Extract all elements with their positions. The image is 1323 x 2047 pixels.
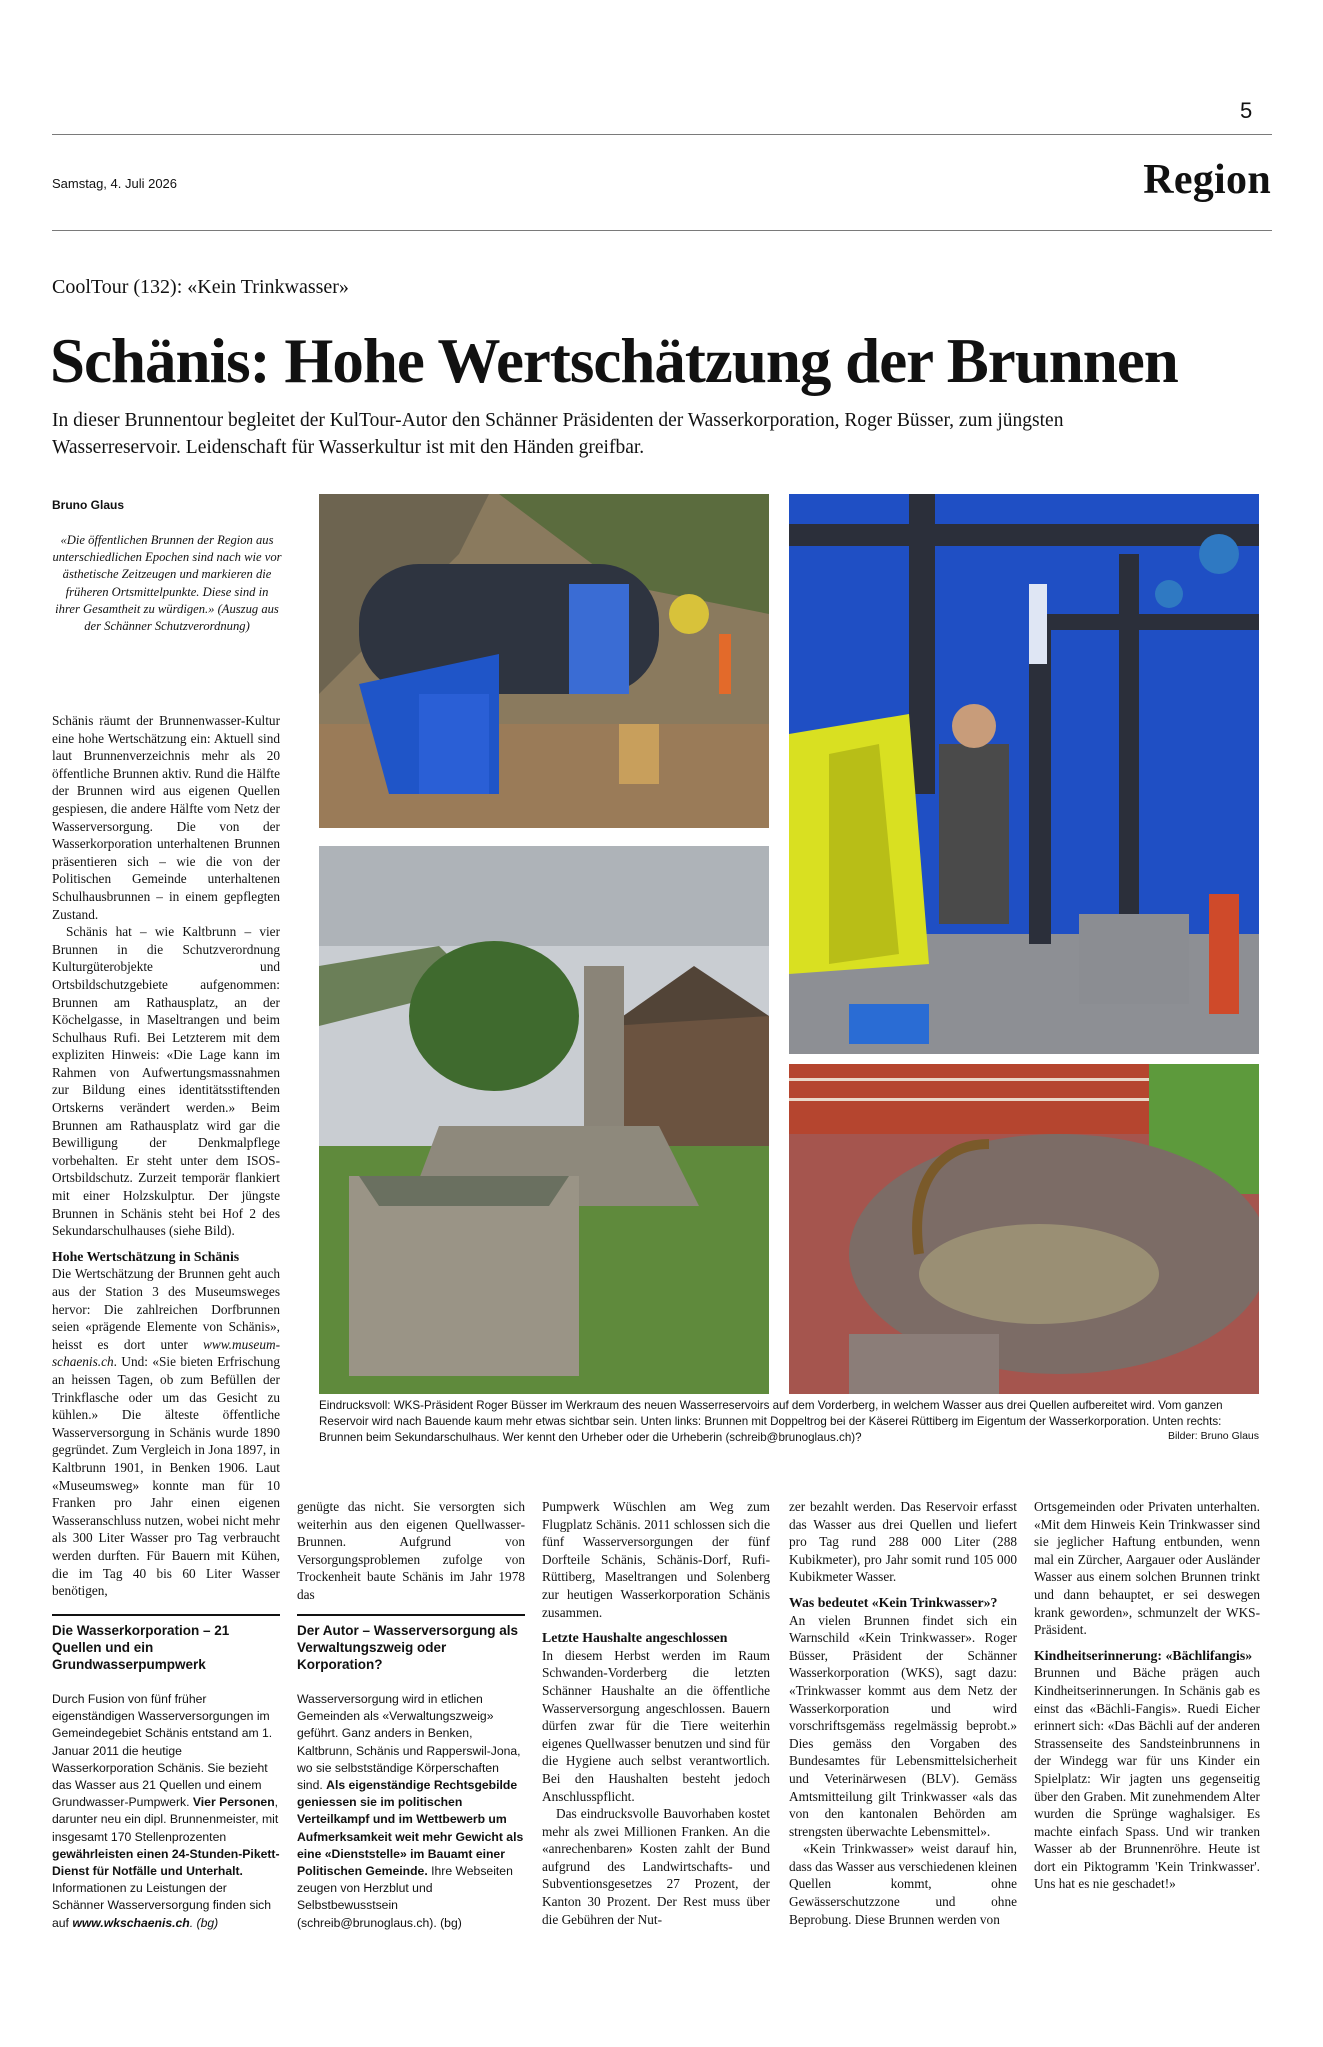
photo-fountain-ruettiberg — [319, 846, 769, 1394]
pull-quote: «Die öffentlichen Brunnen der Region aus unterschiedlichen Epochen sind nach wie vor ästhetische Zeitzeugen und markieren die früheren Ortsmittelpunkte. Diese sind in ihrer Gesamtheit zu würdigen.» (Auszug aus der Schänner Schutzverordnung) — [52, 533, 282, 634]
text-column-1 — [52, 712, 280, 1600]
article-lead: In dieser Brunnentour begleitet der KulTour-Autor den Schänner Präsidenten der Wasserkorporation, Roger Büsser, zum jüngsten Wasserreservoir. Leidenschaft für Wasserkultur ist mit den Händen greifbar. — [52, 410, 1064, 458]
paragraph-text: Die Wertschätzung der Brunnen geht auch aus der Station 3 des Museumsweges hervor: Die zahlreichen Dorfbrunnen seien «prägende Elemente von Schänis», heisst es dort unter — [52, 1266, 280, 1352]
info-box-autor — [297, 1614, 525, 1932]
box-text: . (bg) — [189, 1915, 219, 1930]
box-bold-text: Als eigenständige Rechtsgebilde geniessen sie im politischen Verteilkampf und im Wettbewerb um Aufmerksamkeit weit mehr Gewicht als eine «Dienststelle» im Bauamt einer Politischen Gemeinde. — [297, 1778, 524, 1879]
header-rule-bottom — [52, 230, 1272, 231]
photo-fountain-school — [789, 1064, 1259, 1394]
paragraph: Schänis räumt der Brunnenwasser-Kultur eine hohe Wertschätzung ein: Aktuell sind laut Brunnenverzeichnis mehr als 20 öffentliche Brunnen aktiv. Rund die Hälfte der Brunnen wird aus eigenen Quellen gespiesen, die andere Hälfte vom Netz der Wasserversorgung. Die von der Wasserkorporation unterhaltenen Brunnen präsentieren sich – wie die von der Politischen Gemeinde unterhaltenen Schulhausbrunnen – in einem gepflegten Zustand. — [52, 713, 280, 922]
subheading: Letzte Haushalte angeschlossen — [542, 1630, 728, 1646]
article-kicker: CoolTour (132): «Kein Trinkwasser» — [52, 276, 349, 298]
paragraph: An vielen Brunnen findet sich ein Warnschild «Kein Trinkwasser». Roger Büsser, Präsident der Schänner Wasserkorporation (WKS), sagt dazu: «Trinkwasser kommt aus dem Netz der Wasserkorporation und wird vorschriftsgemäss regelmässig beprobt.» Dies gemäss den Vorgaben des Bundesamtes für Lebensmittelsicherheit und Veterinärwesen (BLV). Gemäss Amtsmitteilung gilt Trinkwasser «als das von den kantonalen Behörden am strengsten überwachte Lebensmittel». — [789, 1612, 1017, 1839]
box-body — [297, 1691, 525, 1932]
paragraph: «Kein Trinkwasser» weist darauf hin, dass das Wasser aus verschiedenen kleinen Quellen kommt, ohne Gewässerschutzzone und ohne Beprobung. Diese Brunnen werden von — [789, 1841, 1017, 1927]
box-text: Informationen zu Leistungen der Schänner Wasserversorgung finden sich auf — [52, 1881, 272, 1930]
box-text: Durch Fusion von fünf früher eigenständigen Wasserversorgungen im Gemeindegebiet Schänis entstand am 1. Januar 2011 die heutige Wasserkorporation Schänis. Sie bezieht das Wasser aus 21 Quellen und einem Grundwasser-Pumpwerk. — [52, 1692, 273, 1810]
page-number: 5 — [1240, 98, 1253, 123]
paragraph: genügte das nicht. Sie versorgten sich weiterhin aus den eigenen Quellwasser-Brunnen. Aufgrund von Versorgungsproblemen zufolge von Trockenheit baute Schänis im Jahr 1978 das — [297, 1499, 525, 1602]
photo-caption: Eindrucksvoll: WKS-Präsident Roger Büsser im Werkraum des neuen Wasserreservoirs auf dem Vorderberg, in welchem Wasser aus drei Quellen aufbereitet wird. Vom ganzen Reservoir wird nach Bauende kaum mehr etwas sichtbar sein. Unten links: Brunnen mit Doppeltrog bei der Käserei Rüttiberg im Eigentum der Wasserkorporation. Unten rechts: Brunnen beim Sekundarschulhaus. Wer kennt den Urheber oder die Urheberin (schreib@brunoglaus.ch)? — [319, 1399, 1223, 1444]
box-rule — [52, 1614, 280, 1616]
author-byline: Bruno Glaus — [52, 498, 125, 512]
paragraph: Pumpwerk Wüschlen am Weg zum Flugplatz Schänis. 2011 schlossen sich die fünf Wasserversorgungen der fünf Dorfteile Schänis, Schänis-Dorf, Rufi-Rüttiberg, Maseltrangen und Solenberg zur heutigen Wasserkorporation Schänis zusammen. — [542, 1499, 770, 1620]
header-rule-top — [52, 134, 1272, 135]
paragraph: zer bezahlt werden. Das Reservoir erfasst das Wasser aus drei Quellen und liefert pro Tag rund 288 000 Liter (288 Kubikmeter), pro Jahr somit rund 105 000 Kubikmeter Wasser. — [789, 1499, 1017, 1585]
issue-date: Samstag, 4. Juli 2026 — [52, 176, 178, 191]
box-text: Wasserversorgung wird in etlichen Gemeinden als «Verwaltungszweig» geführt. Ganz anders in Benken, Kaltbrunn, Schänis und Rapperswil-Jona, wo sie selbstständige Körperschaften sind. — [297, 1692, 521, 1793]
info-box-wasserkorporation — [52, 1614, 280, 1932]
box-text: , darunter neu ein dipl. Brunnenmeister, mit insgesamt 170 Stellenprozenten — [52, 1795, 279, 1844]
photo-reservoir-workroom — [789, 494, 1259, 1054]
photo-reservoir-construction — [319, 494, 769, 828]
paragraph: In diesem Herbst werden im Raum Schwanden-Vorderberg die letzten Schänner Haushalte an die öffentliche Wasserversorgung angeschlossen. Bauern dürfen zwar für die Tiere weiterhin eigenes Quellwasser benutzen und sind für die Hygiene auch selbst verantwortlich. Bei den Haushalten besteht jedoch Anschlusspflicht. — [542, 1647, 770, 1804]
box-title: Die Wasserkorporation – 21 Quellen und ein Grundwasserpumpwerk — [52, 1623, 230, 1672]
box-bold-text: Vier Personen — [192, 1795, 275, 1810]
paragraph: Ortsgemeinden oder Privaten unterhalten. «Mit dem Hinweis Kein Trinkwasser sind sie jeglicher Haftung entbunden, wenn mal ein Zürcher, Aargauer oder Ausländer Wasser aus einem solchen Brunnen trinkt und dann behauptet, er sei deswegen krank geworden», schmunzelt der WKS-Präsident. — [1034, 1499, 1260, 1638]
museum-link[interactable]: www.museum-schaenis.ch — [52, 1336, 280, 1370]
text-column-3 — [542, 1498, 770, 1928]
wkschaenis-link[interactable]: www.wkschaenis.ch — [72, 1915, 190, 1930]
text-column-2 — [297, 1498, 525, 1604]
box-bold-text: gewährleisten einen 24-Stunden-Pikett-Dienst für Notfälle und Unterhalt. — [52, 1846, 280, 1879]
text-column-4 — [789, 1498, 1017, 1928]
text-column-5 — [1034, 1498, 1260, 1893]
paragraph-text: . Und: «Sie bieten Erfrischung an heissen Tagen, ob zum Befüllen der Trinkflasche oder um das Gesicht zu kühlen.» Die älteste öffentliche Wasserversorgung in Schänis wurde 1890 gegründet. Zum Vergleich in Jona 1897, in Kaltbrunn 1901, in Benken 1906. Laut «Museumsweg» konnte man für 10 Franken pro Jahr einen eigenen Wasseranschluss nutzen, wobei nicht mehr als 300 Liter Wasser pro Tag verbraucht werden durften. Für Bauern mit Kühen, die im Tag 40 bis 60 Liter Wasser benötigen, — [52, 1354, 280, 1599]
article-headline: Schänis: Hohe Wertschätzung der Brunnen — [50, 326, 1178, 396]
subheading: Kindheitserinnerung: «Bächlifangis» — [1034, 1647, 1253, 1663]
paragraph: Brunnen und Bäche prägen auch Kindheitserinnerungen. In Schänis gab es einst das «Bächli-Fangis». Ruedi Eicher erinnert sich: «Das Bächli auf der anderen Strassenseite des Sandsteinbrunnens in der Windegg war für uns Kinder ein Spielplatz: Wir jagten uns gegenseitig über den Graben. Mit zunehmendem Alter wurden die Sprünge waghalsiger. Es machte einfach Spass. Und wir tranken Wasser ab der Brunnenröhre. Heute ist dort ein Piktogramm 'Kein Trinkwasser'. Uns hat es nie geschadet!» — [1034, 1665, 1260, 1892]
paragraph: Schänis hat – wie Kaltbrunn – vier Brunnen in die Schutzverordnung Kulturgüterobjekte und Ortsbildschutzgebiete aufgenommen: Brunnen am Rathausplatz, an der Köchelgasse, in Maseltrangen und beim Schulhaus Rufi. Bei Letzterem mit dem expliziten Hinweis: «Die Lage kann im Rahmen von Aufwertungsmassnahmen zur Bildung eines identitätsstiftenden Ortskerns verändert werden.» Beim Brunnen am Rathausplatz wird gar die Bewilligung der Denkmalpflege vorbehalten. Er steht unter dem ISOS-Ortsbildschutz. Zurzeit temporär flankiert mit einer Holzskulptur. Der jüngste Brunnen in Schänis steht bei Hof 2 des Sekundarschulhauses (siehe Bild). — [52, 924, 280, 1239]
box-body — [52, 1691, 280, 1932]
section-title: Region — [1143, 157, 1271, 203]
photo-credit: Bilder: Bruno Glaus — [1167, 1430, 1259, 1442]
subheading: Was bedeutet «Kein Trinkwasser»? — [789, 1594, 998, 1610]
box-rule — [297, 1614, 525, 1616]
box-text: Ihre Webseiten zeugen von Herzblut und Selbstbewusstsein (schreib@brunoglaus.ch). (bg) — [297, 1864, 513, 1930]
box-title: Der Autor – Wasserversorgung als Verwaltungszweig oder Korporation? — [297, 1623, 519, 1672]
paragraph: Das eindrucksvolle Bauvorhaben kostet mehr als zwei Millionen Franken. An die «anrechenbaren» Kosten zahlt der Bund aufgrund des Landwirtschafts- und Subventionsgesetzes 27 Prozent, der Kanton 30 Prozent. Der Rest muss über die Gebühren der Nut- — [542, 1806, 770, 1927]
subheading: Hohe Wertschätzung in Schänis — [52, 1248, 240, 1264]
